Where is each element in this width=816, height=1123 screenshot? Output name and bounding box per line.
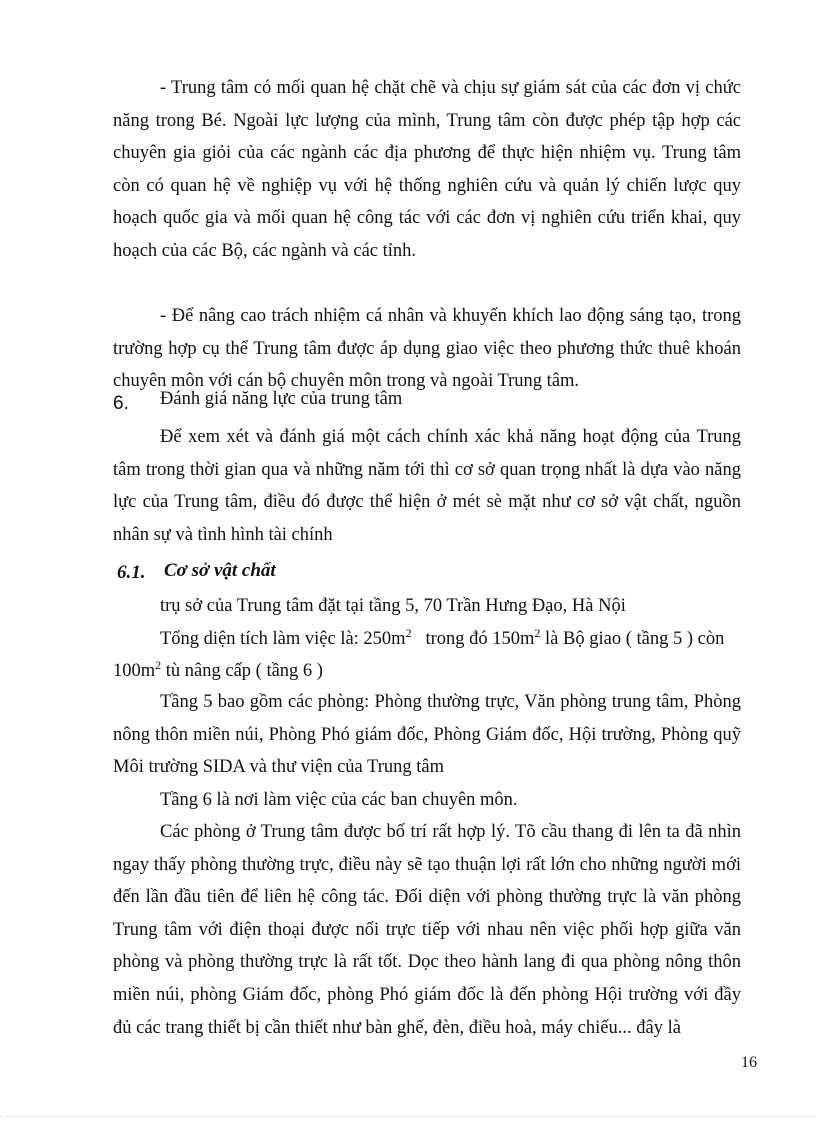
area-sup-2: 2 [534,625,541,640]
area-floor5-text: trong đó 150m [425,629,535,649]
area-line-1 [160,625,724,653]
paragraph-capacity-intro: Để xem xét và đánh giá một cách chính xác khả năng hoạt động của Trung tâm trong thời gian qua và những năm tới thì cơ sở quan trọng nhất là dựa vào năng lực của Trung tâm, điều đó được thể hiện ở mét sè mặt như cơ sở vật chất, nguồn nhân sự và tình hình tài chính [113,427,741,545]
page-number: 16 [741,1054,757,1071]
area-floor6-text: 100m [113,661,156,681]
section-6-number: 6. [113,393,129,414]
paragraph-floor-6: Tầng 6 là nơi làm việc của các ban chuyên môn. [160,790,518,810]
section-6-1-title: Cơ sở vật chất [164,560,276,581]
area-floor5-note: là Bộ giao ( tầng 5 ) còn [545,629,725,649]
paragraph-headquarters: trụ sở của Trung tâm đặt tại tầng 5, 70 Trần Hưng Đạo, Hà Nội [160,596,626,616]
paragraph-relations: - Trung tâm có mối quan hệ chặt chẽ và chịu sự giám sát của các đơn vị chức năng trong Bé. Ngoài lực lượng của mình, Trung tâm còn được phép tập hợp các chuyên gia giỏi của các ngành các địa phương để thực hiện nhiệm vụ. Trung tâm còn có quan hệ về nghiệp vụ với hệ thống nghiên cứu và quản lý chiến lược quy hoạch quốc gia và mối quan hệ công tác với các đơn vị nghiên cứu triển khai, quy hoạch của các Bộ, các ngành và các tỉnh. [113,78,741,261]
area-floor6-note: tù nâng cấp ( tầng 6 ) [165,661,323,681]
area-line-2 [113,657,323,685]
area-sup-4: 2 [155,657,162,672]
area-sup-1: 2 [405,625,412,640]
paragraph-floor-5: Tầng 5 bao gồm các phòng: Phòng thường trực, Văn phòng trung tâm, Phòng nông thôn miền núi, Phòng Phó giám đốc, Phòng Giám đốc, Hội trường, Phòng quỹ Môi trường SIDA và thư viện của Trung tâm [113,692,741,778]
section-6-title: Đánh giá năng lực của trung tâm [160,389,403,409]
paragraph-room-layout: Các phòng ở Trung tâm được bố trí rất hợp lý. Tõ cầu thang đi lên ta đã nhìn ngay thấy phòng thường trực, điều này sẽ tạo thuận lợi rất lớn cho những người mới đến lần đầu tiên để liên hệ công tác. Đối diện với phòng thường trực là văn phòng Trung tâm với điện thoại được nối trực tiếp với nhau nên việc phối hợp giữa văn phòng và phòng thường trực là rất tốt. Dọc theo hành lang đi qua phòng nông thôn miền núi, phòng Giám đốc, phòng Phó giám đốc là đến phòng Hội trường với đầy đủ các trang thiết bị cần thiết như bàn ghế, đèn, điều hoà, máy chiếu... đây là [113,822,741,1038]
paragraph-contracting: - Để nâng cao trách nhiệm cá nhân và khuyến khích lao động sáng tạo, trong trường hợp cụ thể Trung tâm được áp dụng giao việc theo phương thức thuê khoán chuyên môn với cán bộ chuyên môn trong và ngoài Trung tâm. [113,306,741,392]
area-total-text: Tổng diện tích làm việc là: 250m [160,629,406,649]
section-6-1-number: 6.1. [117,562,146,583]
page-bottom-divider [0,1116,816,1117]
